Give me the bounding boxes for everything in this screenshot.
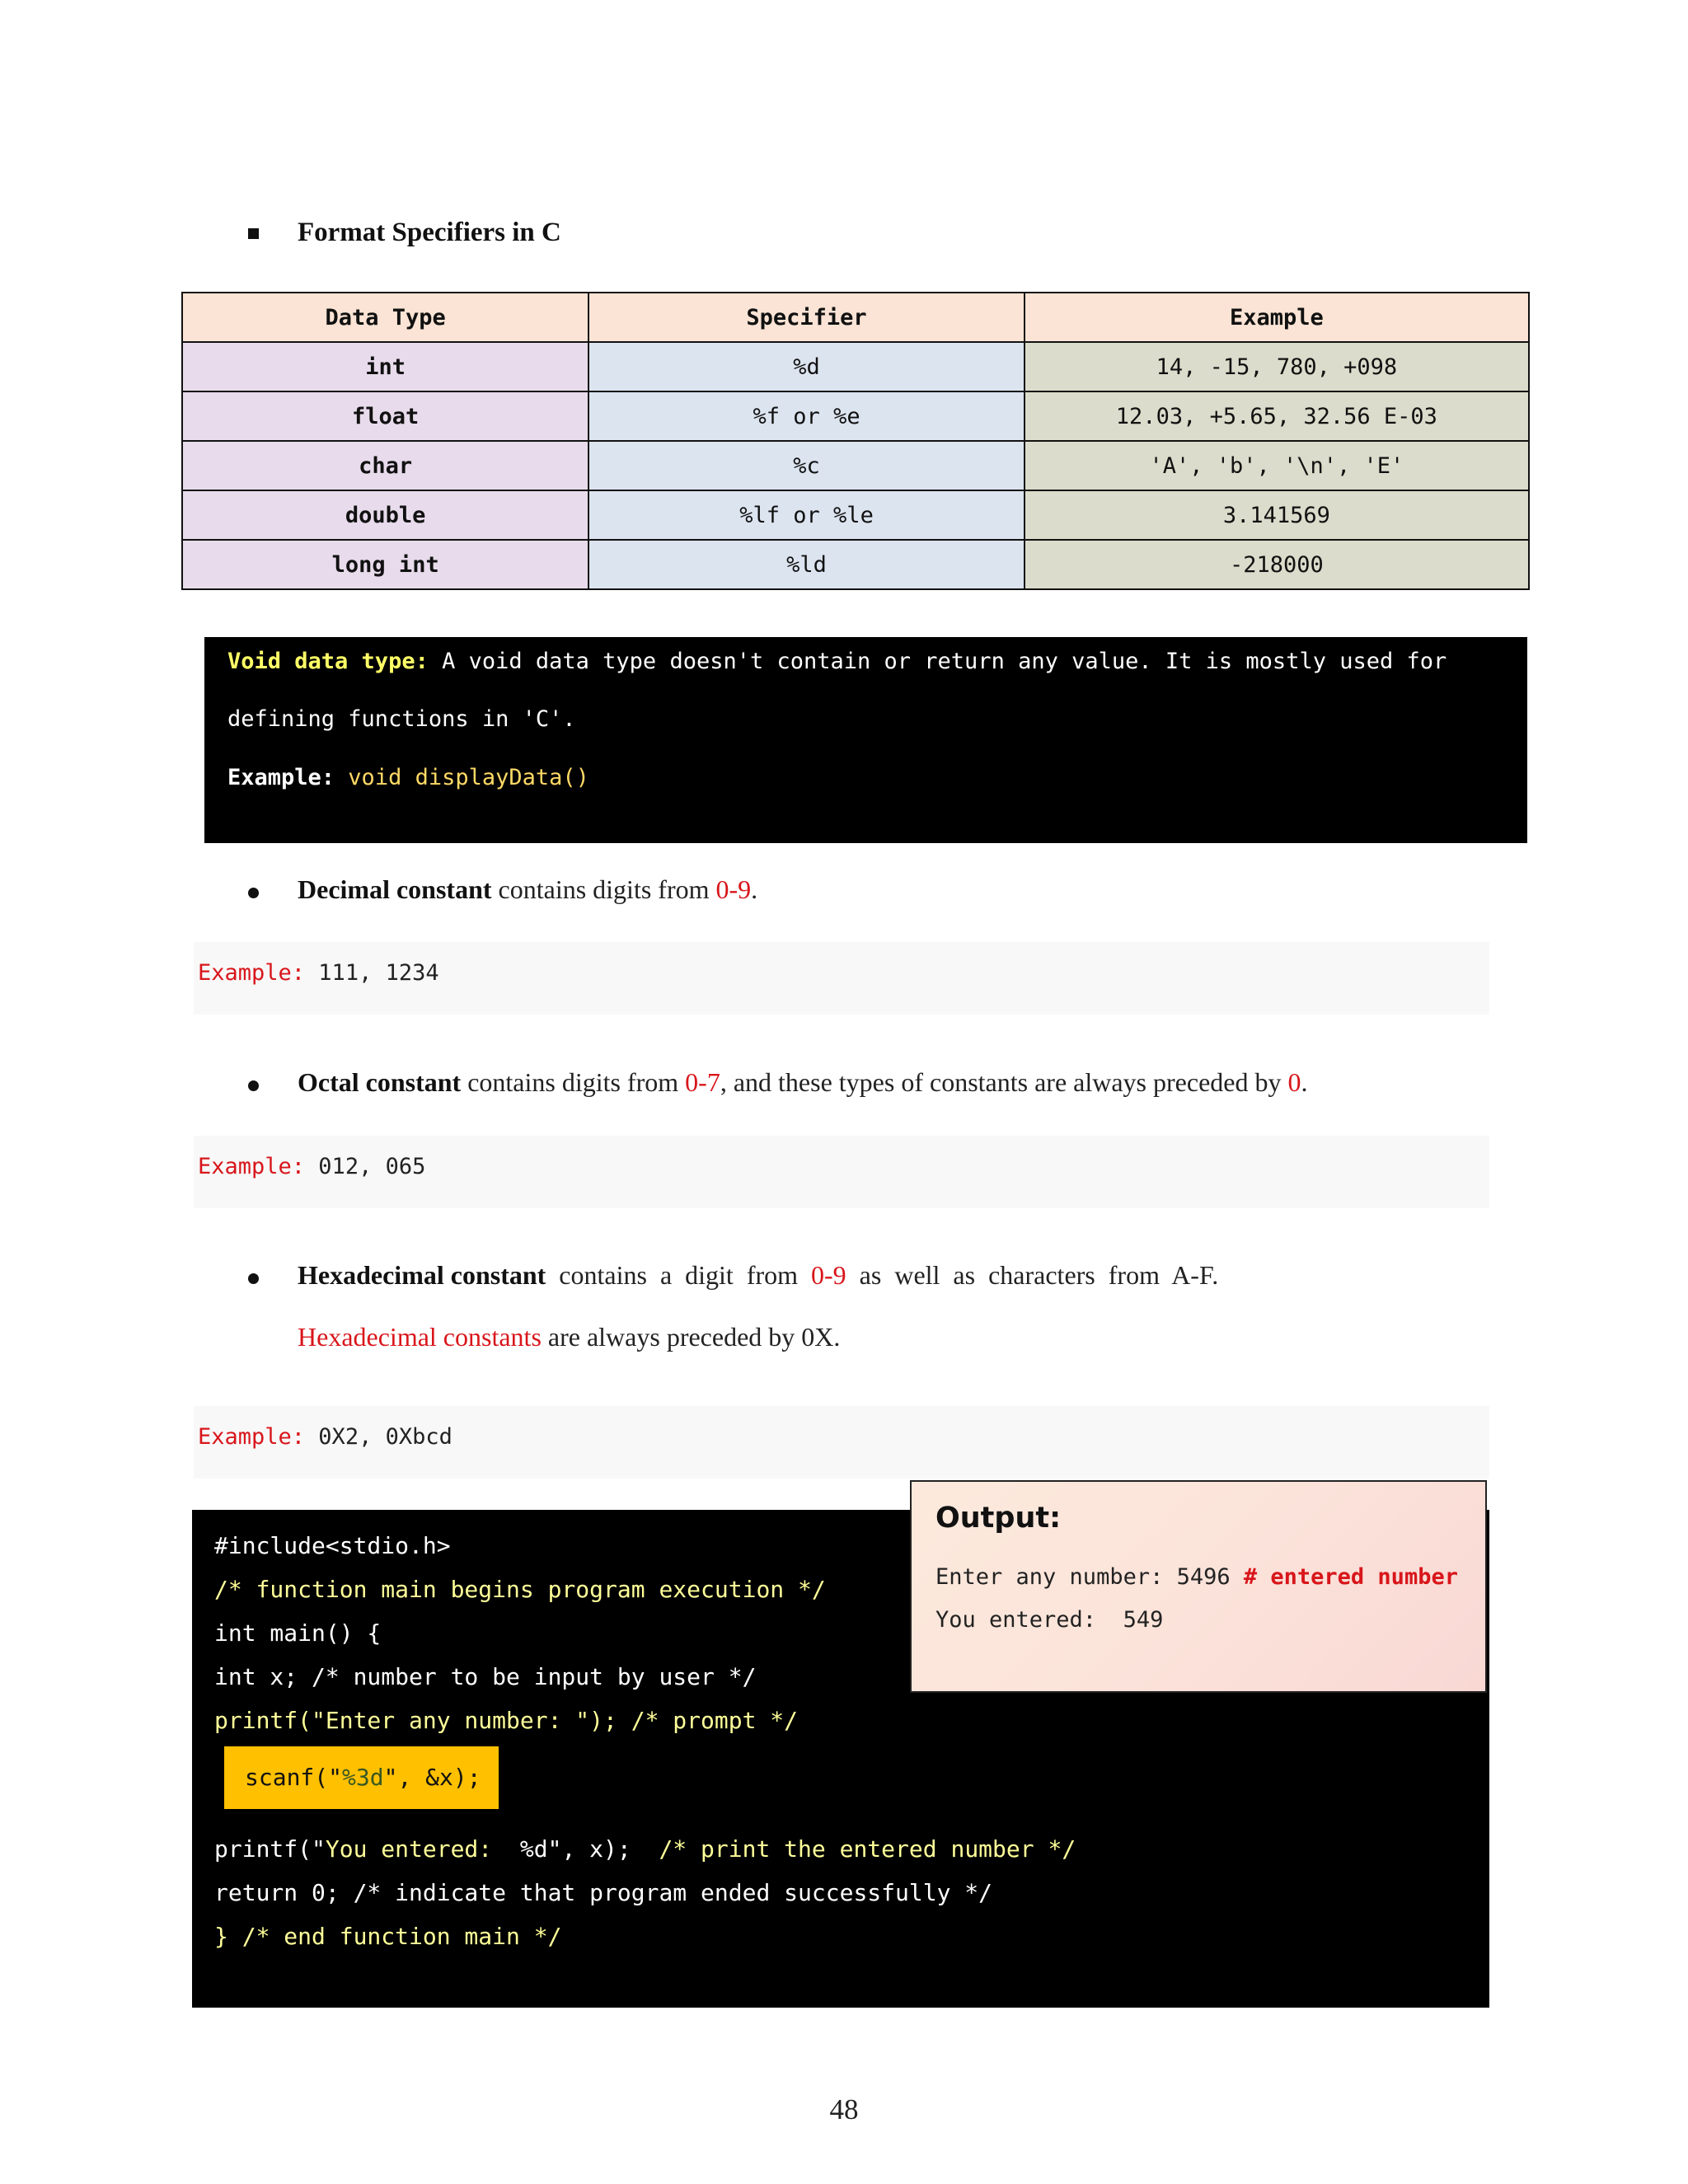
octal-end: . — [1301, 1067, 1308, 1097]
cell-data-type: char — [182, 441, 588, 490]
void-line-2: defining functions in 'C'. — [227, 706, 576, 732]
decimal-term: Decimal constant — [298, 874, 492, 904]
hex-paragraph — [298, 1260, 1218, 1291]
header-data-type: Data Type — [182, 293, 588, 342]
octal-paragraph — [298, 1067, 1307, 1098]
printf-comment: /* print the entered number */ — [631, 1835, 1076, 1863]
cell-data-type: long int — [182, 540, 588, 589]
code-line-printf-result — [214, 1835, 1076, 1863]
void-text-1: A void data type doesn't contain or return any value. It is mostly used for — [428, 649, 1447, 674]
hex-example-label: Example: — [198, 1424, 306, 1450]
decimal-bullet — [248, 888, 259, 898]
decimal-example-box — [194, 942, 1489, 1015]
code-line-return: return 0; /* indicate that program ended successfully */ — [214, 1879, 993, 1906]
table-header-row — [182, 293, 1529, 342]
code-line-end: } /* end function main */ — [214, 1923, 562, 1950]
hex-paragraph-line-2 — [298, 1322, 840, 1352]
cell-data-type: float — [182, 391, 588, 441]
cell-example: -218000 — [1025, 540, 1529, 589]
output-title: Output: — [935, 1502, 1062, 1535]
hex-text: contains a digit from — [546, 1260, 812, 1290]
decimal-end: . — [751, 874, 758, 904]
output-line-1-comment: # entered number — [1243, 1564, 1458, 1590]
void-data-type-box — [204, 637, 1527, 843]
code-line-comment: /* function main begins program execution */ — [214, 1576, 826, 1603]
table-row — [182, 441, 1529, 490]
hex-bullet — [248, 1273, 259, 1284]
scanf-close: ", &x); — [383, 1764, 481, 1791]
header-specifier: Specifier — [588, 293, 1024, 342]
octal-example-value: 012, 065 — [305, 1154, 426, 1179]
cell-specifier: %d — [588, 342, 1024, 391]
cell-specifier: %c — [588, 441, 1024, 490]
decimal-example-value: 111, 1234 — [305, 960, 439, 986]
cell-specifier: %ld — [588, 540, 1024, 589]
octal-text-2: , and these types of constants are always preceded by — [720, 1067, 1288, 1097]
table-row — [182, 540, 1529, 589]
code-line-include: #include<stdio.h> — [214, 1532, 451, 1559]
output-line-2: You entered: 549 — [935, 1607, 1164, 1633]
cell-specifier: %f or %e — [588, 391, 1024, 441]
printf-open: printf(" — [214, 1835, 326, 1863]
octal-example — [198, 1154, 425, 1179]
decimal-example-label: Example: — [198, 960, 306, 986]
scanf-format: %3d — [342, 1764, 384, 1791]
octal-term: Octal constant — [298, 1067, 462, 1097]
void-line-1 — [227, 649, 1447, 674]
cell-example: 12.03, +5.65, 32.56 E-03 — [1025, 391, 1529, 441]
code-line-printf-prompt: printf("Enter any number: "); /* prompt */ — [214, 1707, 799, 1734]
format-specifier-table — [181, 292, 1530, 590]
header-example: Example — [1025, 293, 1529, 342]
code-line-declare: int x; /* number to be input by user */ — [214, 1663, 757, 1690]
decimal-text: contains digits from — [491, 874, 716, 904]
scanf-highlight — [224, 1746, 499, 1809]
heading-bullet — [248, 228, 259, 239]
void-example-code: void displayData() — [335, 765, 589, 790]
hex-line2-red: Hexadecimal constants — [298, 1322, 542, 1352]
scanf-open: scanf(" — [245, 1764, 343, 1791]
printf-format: %d", x); — [519, 1835, 631, 1863]
hex-line2-text: are always preceded by 0X. — [541, 1322, 841, 1352]
decimal-paragraph — [298, 874, 757, 905]
table-row — [182, 391, 1529, 441]
decimal-example — [198, 960, 439, 986]
cell-data-type: double — [182, 490, 588, 540]
octal-bullet — [248, 1080, 259, 1091]
hex-example — [198, 1424, 452, 1450]
octal-example-box — [194, 1136, 1489, 1208]
table-row — [182, 490, 1529, 540]
void-label: Void data type: — [227, 649, 429, 674]
cell-example: 14, -15, 780, +098 — [1025, 342, 1529, 391]
code-line-main: int main() { — [214, 1619, 382, 1647]
hex-text-2: as well as characters from A-F. — [846, 1260, 1219, 1290]
printf-string: You entered: — [325, 1835, 520, 1863]
page-number: 48 — [829, 2093, 859, 2125]
decimal-range: 0-9 — [715, 874, 752, 904]
hex-example-box — [194, 1406, 1489, 1479]
octal-example-label: Example: — [198, 1154, 306, 1179]
output-line-1-text: Enter any number: 5496 — [935, 1564, 1244, 1590]
cell-example: 3.141569 — [1025, 490, 1529, 540]
cell-data-type: int — [182, 342, 588, 391]
hex-term: Hexadecimal constant — [298, 1260, 546, 1290]
octal-text: contains digits from — [461, 1067, 686, 1097]
octal-range: 0-7 — [685, 1067, 720, 1097]
octal-prefix: 0 — [1287, 1067, 1301, 1097]
cell-example: 'A', 'b', '\n', 'E' — [1025, 441, 1529, 490]
table-row — [182, 342, 1529, 391]
output-line-1 — [935, 1564, 1458, 1590]
output-box — [910, 1480, 1487, 1693]
void-example-line — [227, 765, 589, 790]
hex-example-value: 0X2, 0Xbcd — [305, 1424, 452, 1450]
void-example-label: Example: — [227, 765, 335, 790]
section-heading: Format Specifiers in C — [298, 218, 561, 247]
cell-specifier: %lf or %le — [588, 490, 1024, 540]
hex-range: 0-9 — [811, 1260, 846, 1290]
